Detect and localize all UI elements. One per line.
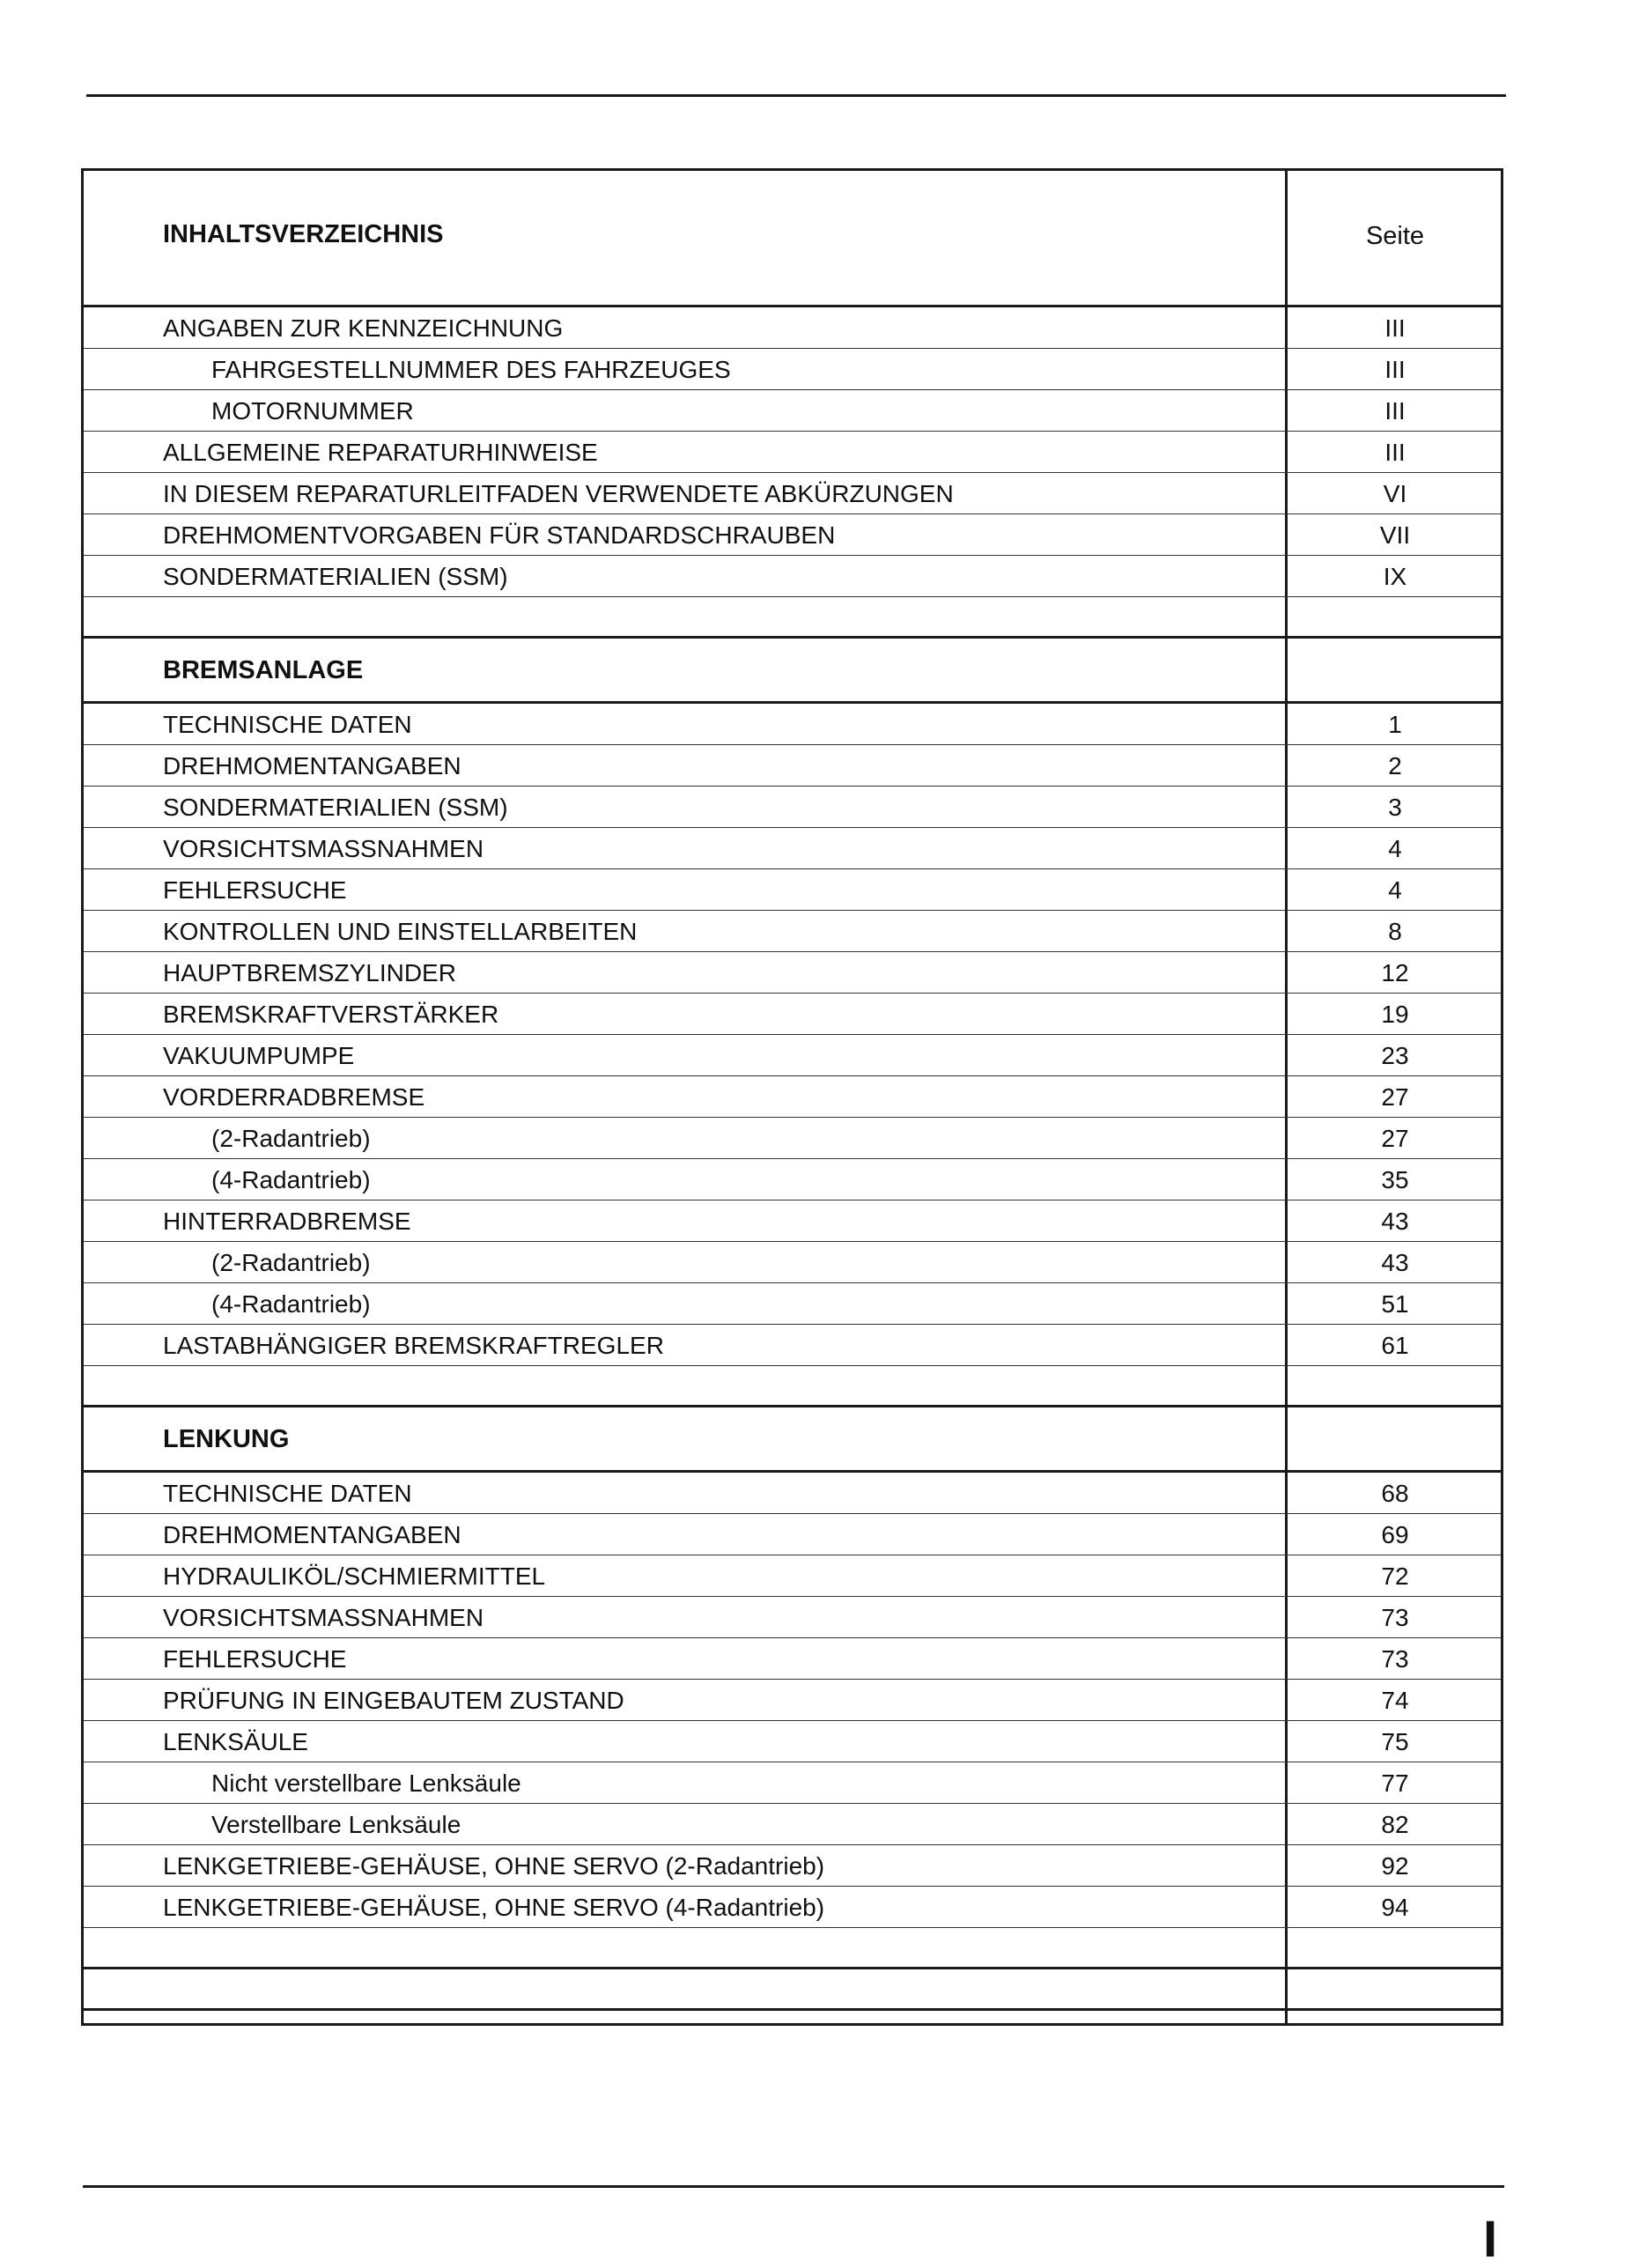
toc-entry-page: 1 — [1388, 711, 1402, 738]
toc-row — [84, 1514, 1501, 1555]
toc-entry-label: HINTERRADBREMSE — [163, 1208, 411, 1235]
toc-row — [84, 828, 1501, 869]
toc-entry-page: 3 — [1388, 794, 1402, 821]
toc-entry-label: FAHRGESTELLNUMMER DES FAHRZEUGES — [211, 356, 731, 383]
table-of-contents — [81, 168, 1503, 2026]
blank-row — [84, 1366, 1501, 1407]
toc-row — [84, 1242, 1501, 1283]
toc-entry-label: LENKSÄULE — [163, 1728, 308, 1755]
toc-entry-label: SONDERMATERIALIEN (SSM) — [163, 794, 508, 821]
toc-entry-page: 19 — [1381, 1001, 1409, 1028]
toc-entry-label: PRÜFUNG IN EINGEBAUTEM ZUSTAND — [163, 1687, 624, 1714]
toc-row — [84, 307, 1501, 349]
toc-entry-page: 4 — [1388, 876, 1402, 904]
toc-entry-page: 23 — [1381, 1042, 1409, 1069]
toc-row — [84, 1845, 1501, 1887]
toc-row — [84, 1200, 1501, 1242]
toc-entry-page: III — [1384, 397, 1406, 425]
toc-entry-label: LENKGETRIEBE-GEHÄUSE, OHNE SERVO (4-Radantrieb) — [163, 1894, 825, 1921]
toc-row — [84, 390, 1501, 432]
top-rule — [86, 94, 1506, 97]
toc-entry-page: 2 — [1388, 752, 1402, 779]
toc-row — [84, 1076, 1501, 1118]
section-title: BREMSANLAGE — [163, 656, 364, 684]
toc-entry-label: SONDERMATERIALIEN (SSM) — [163, 563, 508, 590]
toc-row — [84, 1473, 1501, 1514]
toc-row — [84, 994, 1501, 1035]
toc-row — [84, 704, 1501, 745]
toc-entry-label: DREHMOMENTVORGABEN FÜR STANDARDSCHRAUBEN — [163, 521, 836, 549]
toc-entry-page: 82 — [1381, 1811, 1409, 1838]
toc-entry-page: 8 — [1388, 918, 1402, 945]
toc-entry-page: 12 — [1381, 959, 1409, 986]
toc-row — [84, 1283, 1501, 1325]
toc-entry-label: LENKGETRIEBE-GEHÄUSE, OHNE SERVO (2-Radantrieb) — [163, 1852, 825, 1880]
toc-entry-page: 68 — [1381, 1480, 1409, 1507]
toc-row — [84, 1118, 1501, 1159]
blank-row — [84, 1969, 1501, 2011]
toc-entry-page: III — [1384, 439, 1406, 466]
toc-row — [84, 952, 1501, 994]
section-title: LENKUNG — [163, 1425, 290, 1453]
section-header — [84, 639, 1501, 704]
toc-row — [84, 1597, 1501, 1638]
toc-entry-label: TECHNISCHE DATEN — [163, 1480, 412, 1507]
toc-row — [84, 1721, 1501, 1762]
toc-entry-page: 94 — [1381, 1894, 1409, 1921]
toc-header — [84, 171, 1501, 307]
toc-row — [84, 1159, 1501, 1200]
toc-entry-label: KONTROLLEN UND EINSTELLARBEITEN — [163, 918, 638, 945]
toc-entry-label: FEHLERSUCHE — [163, 876, 347, 904]
toc-entry-page: 77 — [1381, 1769, 1409, 1797]
toc-entry-page: 27 — [1381, 1125, 1409, 1152]
toc-row — [84, 514, 1501, 556]
toc-entry-label: ANGABEN ZUR KENNZEICHNUNG — [163, 314, 564, 342]
toc-row — [84, 1804, 1501, 1845]
toc-row — [84, 911, 1501, 952]
toc-entry-label: VORSICHTSMASSNAHMEN — [163, 835, 484, 862]
toc-row — [84, 1555, 1501, 1597]
toc-row — [84, 1762, 1501, 1804]
toc-row — [84, 745, 1501, 787]
toc-entry-page: 51 — [1381, 1290, 1409, 1318]
page-column-label: Seite — [1365, 222, 1425, 250]
toc-entry-page: 61 — [1381, 1332, 1409, 1359]
toc-entry-label: DREHMOMENTANGABEN — [163, 752, 461, 779]
toc-entry-label: BREMSKRAFTVERSTÄRKER — [163, 1001, 499, 1028]
toc-entry-page: III — [1384, 356, 1406, 383]
toc-row — [84, 556, 1501, 597]
toc-entry-label: VAKUUMPUMPE — [163, 1042, 355, 1069]
bottom-rule — [83, 2185, 1504, 2188]
toc-row — [84, 349, 1501, 390]
toc-row — [84, 432, 1501, 473]
toc-row — [84, 473, 1501, 514]
toc-entry-label: VORSICHTSMASSNAHMEN — [163, 1604, 484, 1631]
toc-entry-page: 35 — [1381, 1166, 1409, 1193]
toc-entry-page: 4 — [1388, 835, 1402, 862]
toc-row — [84, 869, 1501, 911]
toc-entry-page: VI — [1383, 480, 1407, 507]
toc-row — [84, 1325, 1501, 1366]
toc-entry-label: MOTORNUMMER — [211, 397, 414, 425]
toc-title: INHALTSVERZEICHNIS — [163, 220, 444, 248]
toc-entry-label: (2-Radantrieb) — [211, 1249, 371, 1276]
toc-row — [84, 1638, 1501, 1680]
toc-entry-label: (4-Radantrieb) — [211, 1290, 371, 1318]
toc-entry-page: 92 — [1381, 1852, 1409, 1880]
toc-entry-label: VORDERRADBREMSE — [163, 1083, 425, 1111]
toc-entry-label: (4-Radantrieb) — [211, 1166, 371, 1193]
section-header — [84, 1407, 1501, 1473]
toc-entry-label: HYDRAULIKÖL/SCHMIERMITTEL — [163, 1562, 546, 1590]
toc-row — [84, 1680, 1501, 1721]
blank-row — [84, 597, 1501, 639]
toc-entry-label: Nicht verstellbare Lenksäule — [211, 1769, 521, 1797]
toc-entry-label: LASTABHÄNGIGER BREMSKRAFTREGLER — [163, 1332, 664, 1359]
toc-row — [84, 1035, 1501, 1076]
toc-entry-page: 73 — [1381, 1645, 1409, 1673]
toc-row — [84, 787, 1501, 828]
toc-entry-page: 69 — [1381, 1521, 1409, 1548]
toc-entry-label: Verstellbare Lenksäule — [211, 1811, 461, 1838]
toc-entry-label: ALLGEMEINE REPARATURHINWEISE — [163, 439, 598, 466]
toc-row — [84, 1887, 1501, 1928]
toc-entry-page: 74 — [1381, 1687, 1409, 1714]
toc-entry-label: HAUPTBREMSZYLINDER — [163, 959, 456, 986]
toc-entry-page: IX — [1383, 563, 1407, 590]
toc-entry-page: 43 — [1381, 1249, 1409, 1276]
toc-entry-page: III — [1384, 314, 1406, 342]
toc-entry-page: 75 — [1381, 1728, 1409, 1755]
toc-entry-label: DREHMOMENTANGABEN — [163, 1521, 461, 1548]
toc-entry-label: (2-Radantrieb) — [211, 1125, 371, 1152]
toc-entry-label: IN DIESEM REPARATURLEITFADEN VERWENDETE ABKÜRZUNGEN — [163, 480, 954, 507]
toc-entry-page: 72 — [1381, 1562, 1409, 1590]
page-number: I — [1483, 2211, 1498, 2268]
blank-row — [84, 1928, 1501, 1969]
toc-entry-page: 43 — [1381, 1208, 1409, 1235]
toc-entry-page: VII — [1379, 521, 1411, 549]
toc-entry-label: TECHNISCHE DATEN — [163, 711, 412, 738]
toc-entry-page: 27 — [1381, 1083, 1409, 1111]
toc-entry-page: 73 — [1381, 1604, 1409, 1631]
toc-entry-label: FEHLERSUCHE — [163, 1645, 347, 1673]
